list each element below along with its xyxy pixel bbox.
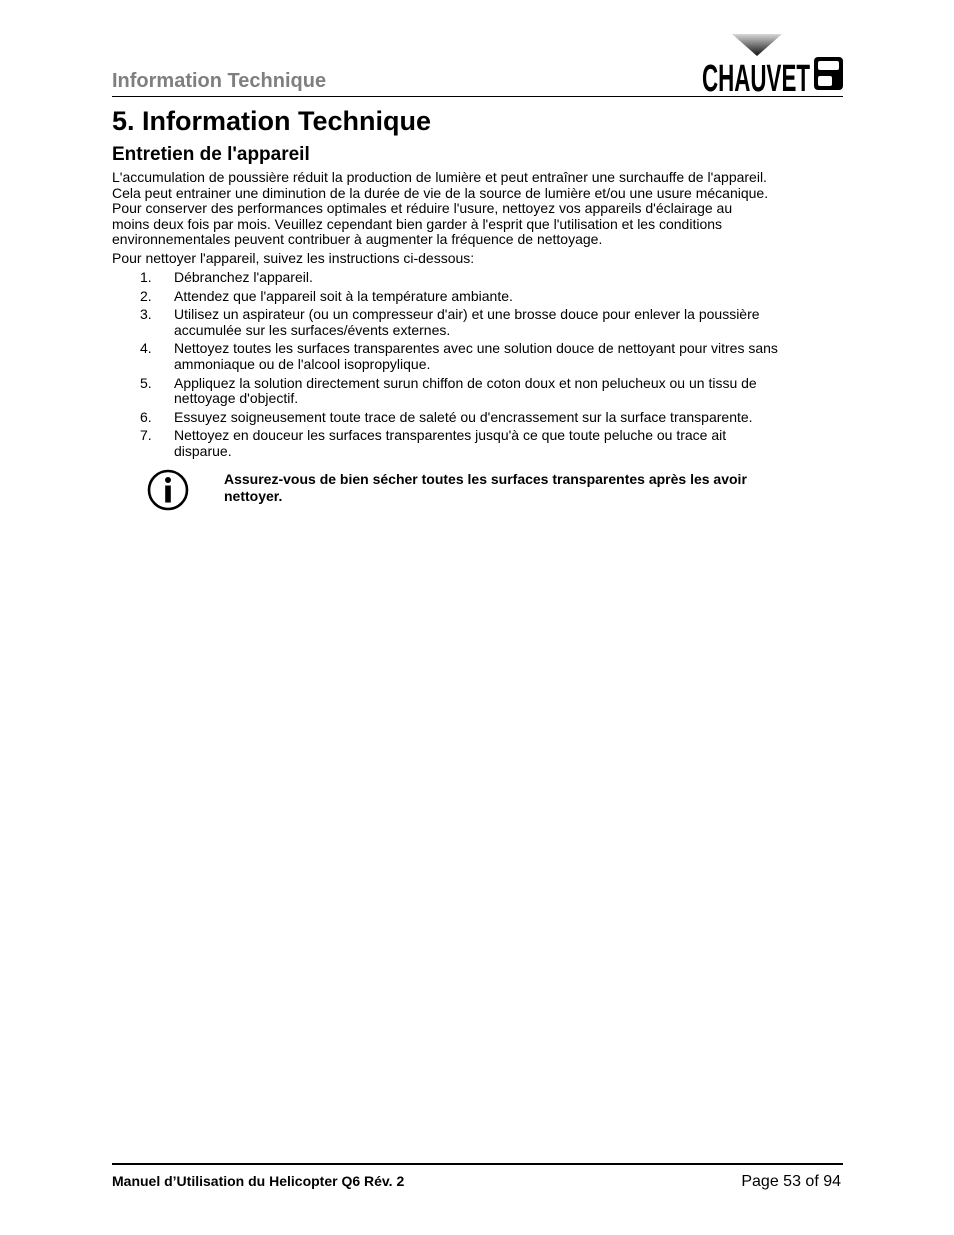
list-item <box>140 428 845 459</box>
step-number: 2. <box>140 287 152 304</box>
footer-page-number: Page 53 of 94 <box>741 1173 841 1190</box>
step-text: Utilisez un aspirateur (ou un compresseur d'air) et une brosse douce pour enlever la poussière <box>174 306 760 323</box>
section-heading: Entretien de l'appareil <box>112 144 310 165</box>
intro-line: Cela peut entrainer une diminution de la durée de vie de la source de lumière et/ou une usure mécanique. <box>112 184 769 201</box>
step-text: Nettoyez en douceur les surfaces transparentes jusqu'à ce que toute peluche ou trace ait <box>174 427 727 444</box>
step-text: Débranchez l'appareil. <box>174 269 313 285</box>
intro-line: Pour conserver des performances optimales et réduire l'usure, nettoyez vos appareils d'éclairage au <box>112 200 733 217</box>
svg-text:CHAUVET: CHAUVET <box>702 58 810 100</box>
step-number: 6. <box>140 408 152 425</box>
page-title: 5. Information Technique <box>112 106 432 136</box>
note-line: Assurez-vous de bien sécher toutes les surfaces transparentes après les avoir <box>224 471 747 487</box>
list-item <box>140 376 845 407</box>
step-text: Nettoyez toutes les surfaces transparentes avec une solution douce de nettoyant pour vitres sans <box>174 340 778 357</box>
note-line: nettoyer. <box>224 487 283 504</box>
list-item <box>140 341 845 372</box>
step-text: nettoyage d'objectif. <box>174 390 299 407</box>
running-header-title: Information Technique <box>112 70 327 92</box>
cleaning-steps-list <box>140 270 845 463</box>
step-number: 5. <box>140 374 152 391</box>
step-text: ammoniaque ou de l'alcool isopropylique. <box>174 355 431 372</box>
list-item <box>140 289 845 305</box>
instructions-lead: Pour nettoyer l'appareil, suivez les instructions ci-dessous: <box>112 250 475 266</box>
chauvet-dj-logo <box>700 32 845 100</box>
step-text: Essuyez soigneusement toute trace de saleté ou d'encrassement sur la surface transparente. <box>174 408 753 425</box>
intro-line: moins deux fois par mois. Veuillez cependant bien garder à l'esprit que l'utilisation et les conditions <box>112 215 723 232</box>
step-number: 3. <box>140 306 152 323</box>
list-item <box>140 410 845 426</box>
intro-paragraph <box>112 170 847 248</box>
note-text <box>224 471 844 504</box>
step-text: disparue. <box>174 442 232 459</box>
header-divider <box>112 96 843 97</box>
intro-line: L'accumulation de poussière réduit la production de lumière et peut entraîner une surchauffe de l'appareil. <box>112 169 767 185</box>
intro-line: environnementales peuvent contribuer à augmenter la fréquence de nettoyage. <box>112 231 603 248</box>
step-text: Attendez que l'appareil soit à la température ambiante. <box>174 287 513 304</box>
step-number: 4. <box>140 340 152 357</box>
step-number: 1. <box>140 269 152 285</box>
step-number: 7. <box>140 427 152 444</box>
list-item <box>140 307 845 338</box>
footer-divider <box>112 1163 843 1165</box>
footer-manual-title: Manuel d’Utilisation du Helicopter Q6 Rév. 2 <box>112 1173 405 1189</box>
step-text: accumulée sur les surfaces/évents externes. <box>174 321 451 338</box>
info-icon <box>147 469 189 511</box>
step-text: Appliquez la solution directement surun chiffon de coton doux et non pelucheux ou un tissu de <box>174 374 757 391</box>
list-item <box>140 270 845 286</box>
